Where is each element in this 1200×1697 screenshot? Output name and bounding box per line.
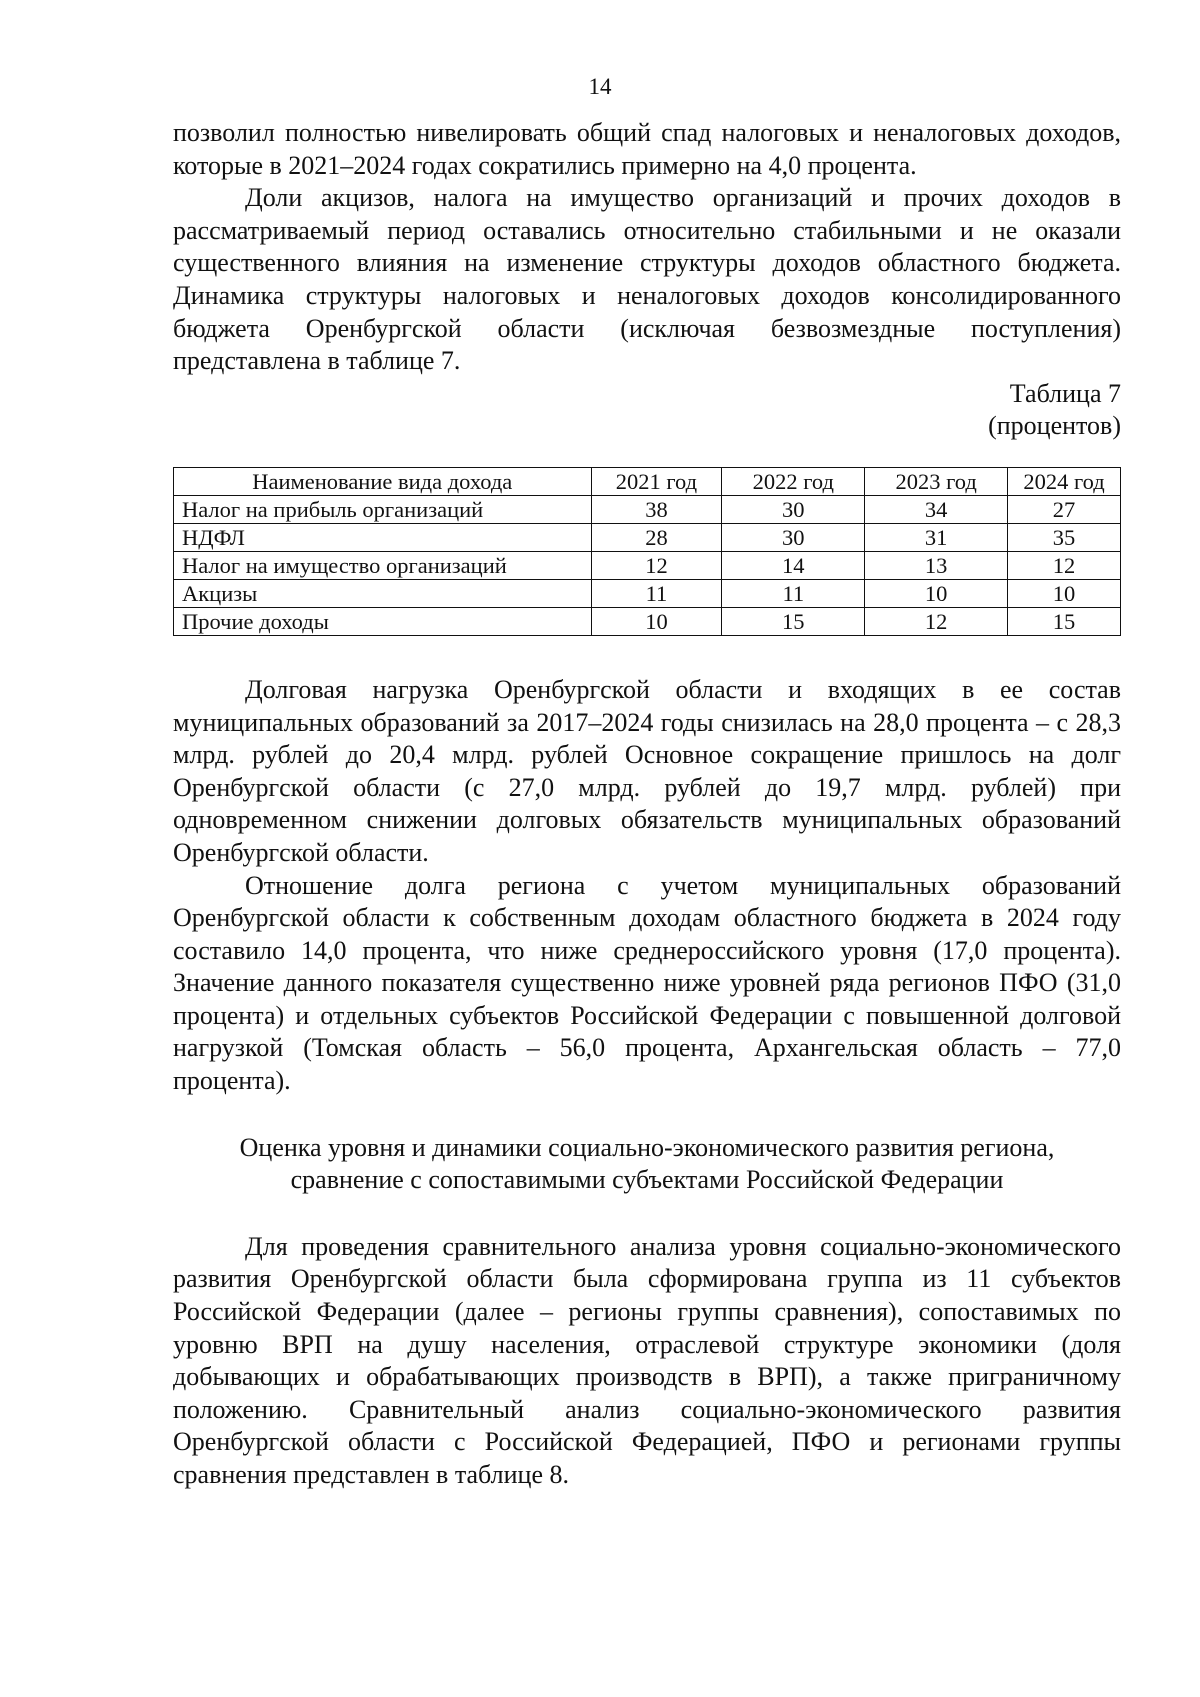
- table-cell-value: 12: [865, 607, 1008, 635]
- table-row: [174, 551, 1121, 579]
- table-cell-value: 10: [591, 607, 722, 635]
- table-cell-value: 30: [722, 523, 865, 551]
- table-header-cell: 2024 год: [1008, 467, 1121, 495]
- table-cell-value: 31: [865, 523, 1008, 551]
- table-cell-value: 28: [591, 523, 722, 551]
- table-cell-value: 10: [1008, 579, 1121, 607]
- table-row: [174, 579, 1121, 607]
- paragraph: Для проведения сравнительного анализа уровня социально-экономического развития Оренбургской области была сформирована группа из 11 субъектов Российской Федерации (далее – регионы группы сравнения), сопоставимых по уровню ВРП на душу населения, отраслевой структуре экономики (доля добывающих и обрабатывающих производств в ВРП), а также приграничному положению. Сравнительный анализ социально-экономического развития Оренбургской области с Российской Федерацией, ПФО и регионами группы сравнения представлен в таблице 8.: [173, 1231, 1121, 1489]
- table-cell-name: Налог на имущество организаций: [174, 551, 592, 579]
- table-row: [174, 523, 1121, 551]
- table-cell-name: Налог на прибыль организаций: [174, 495, 592, 523]
- table-number: Таблица 7: [1009, 378, 1121, 408]
- table-header-row: [174, 467, 1121, 495]
- table-cell-value: 35: [1008, 523, 1121, 551]
- page-number: 14: [588, 74, 612, 99]
- table-cell-name: Акцизы: [174, 579, 592, 607]
- table-cell-value: 12: [1008, 551, 1121, 579]
- table-cell-value: 10: [865, 579, 1008, 607]
- table-cell-value: 15: [1008, 607, 1121, 635]
- section-heading-line: сравнение с сопоставимыми субъектами Российской Федерации: [290, 1165, 1004, 1195]
- table-cell-value: 27: [1008, 495, 1121, 523]
- table-row: [174, 495, 1121, 523]
- table-cell-value: 12: [591, 551, 722, 579]
- table-header-cell: 2023 год: [865, 467, 1008, 495]
- section-heading: [173, 1132, 1121, 1197]
- table-cell-value: 13: [865, 551, 1008, 579]
- table-unit: (процентов): [988, 411, 1121, 441]
- table-cell-value: 11: [722, 579, 865, 607]
- table-cell-value: 14: [722, 551, 865, 579]
- table-cell-name: Прочие доходы: [174, 607, 592, 635]
- paragraph: позволил полностью нивелировать общий спад налоговых и неналоговых доходов, которые в 2021–2024 годах сократились примерно на 4,0 процента.: [173, 118, 1121, 180]
- table-caption: [173, 378, 1121, 443]
- table-cell-value: 38: [591, 495, 722, 523]
- paragraph: Отношение долга региона с учетом муниципальных образований Оренбургской области к собственным доходам областного бюджета в 2024 году составило 14,0 процента, что ниже среднероссийского уровня (17,0 процента). Значение данного показателя существенно ниже уровней ряда регионов ПФО (31,0 процента) и отдельных субъектов Российской Федерации с повышенной долговой нагрузкой (Томская область – 56,0 процента, Архангельская область – 77,0 процента).: [173, 870, 1121, 1096]
- paragraph: Доли акцизов, налога на имущество организаций и прочих доходов в рассматриваемый период оставались относительно стабильными и не оказали существенного влияния на изменение структуры доходов областного бюджета. Динамика структуры налоговых и неналоговых доходов консолидированного бюджета Оренбургской области (исключая безвозмездные поступления) представлена в таблице 7.: [173, 183, 1121, 376]
- table-header-cell: 2021 год: [591, 467, 722, 495]
- table-cell-value: 15: [722, 607, 865, 635]
- section-heading-line: Оценка уровня и динамики социально-экономического развития региона,: [239, 1132, 1055, 1162]
- paragraph: Долговая нагрузка Оренбургской области и входящих в ее состав муниципальных образований за 2017–2024 годы снизилась на 28,0 процента – с 28,3 млрд. рублей до 20,4 млрд. рублей Основное сокращение пришлось на долг Оренбургской области (с 27,0 млрд. рублей до 19,7 млрд. рублей) при одновременном снижении долговых обязательств муниципальных образований Оренбургской области.: [173, 674, 1121, 867]
- table-header-cell: 2022 год: [722, 467, 865, 495]
- table-header-cell: Наименование вида дохода: [174, 467, 592, 495]
- table-container: [173, 467, 1121, 636]
- table-cell-value: 30: [722, 495, 865, 523]
- table-row: [174, 607, 1121, 635]
- table-cell-value: 11: [591, 579, 722, 607]
- table-cell-value: 34: [865, 495, 1008, 523]
- table-cell-name: НДФЛ: [174, 523, 592, 551]
- document-body: [173, 117, 1121, 1492]
- income-structure-table: [173, 467, 1121, 636]
- spacer: [173, 636, 1121, 674]
